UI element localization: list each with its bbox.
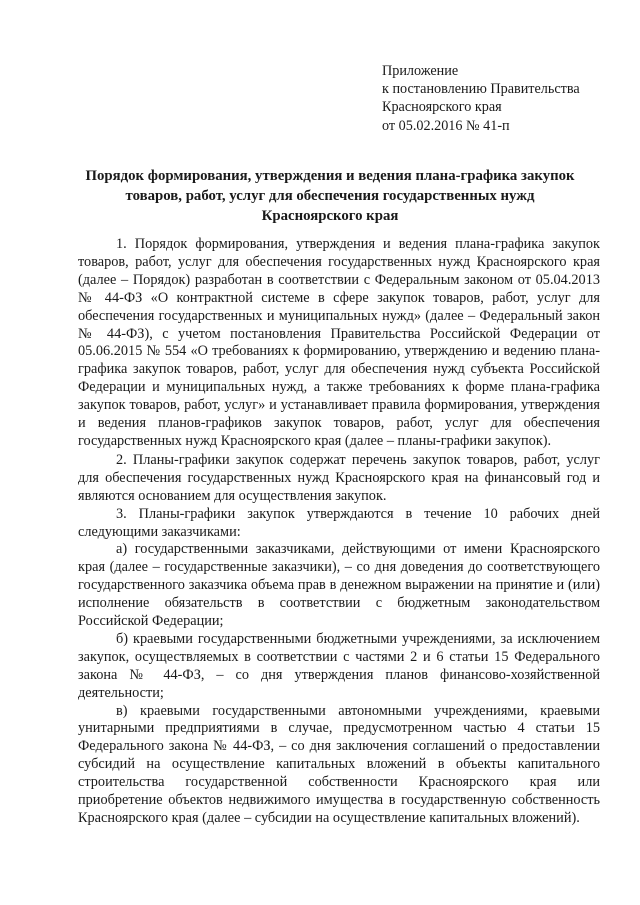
document-body: [78, 236, 600, 828]
paragraph-3: 3. Планы-графики закупок утверждаются в течение 10 рабочих дней следующими заказчиками:: [78, 505, 600, 540]
paragraph-1: 1. Порядок формирования, утверждения и ведения плана-графика закупок товаров, работ, услуг для обеспечения государственных нужд Красноярского края (далее – Порядок) разработан в соответствии с Федеральным законом от 05.04.2013 № 44-ФЗ «О контрактной системе в сфере закупок товаров, работ, услуг для обеспечения государственных и муниципальных нужд» (далее – Федеральный закон № 44-ФЗ), с учетом постановления Правительства Российской Федерации от 05.06.2015 № 554 «О требованиях к формированию, утверждению и ведению плана-графика закупок товаров, работ, услуг для обеспечения нужд субъекта Российской Федерации и муниципальных нужд, а также требованиях к форме плана-графика закупок товаров, работ, услуг» и устанавливает правила формирования, утверждения и ведения планов-графиков закупок товаров, работ, услуг для обеспечения государственных нужд Красноярского края (далее – планы-графики закупок).: [78, 236, 600, 449]
appendix-line: Приложение: [382, 63, 459, 79]
appendix-line: от 05.02.2016 № 41-п: [382, 117, 510, 134]
appendix-header: [382, 62, 632, 135]
appendix-line: Красноярского края: [382, 99, 502, 116]
title-line: товаров, работ, услуг для обеспечения государственных нужд: [125, 188, 535, 204]
appendix-line: к постановлению Правительства: [382, 81, 580, 98]
document-title: [60, 166, 600, 226]
title-line: Порядок формирования, утверждения и ведения плана-графика закупок: [85, 168, 575, 184]
paragraph-2: 2. Планы-графики закупок содержат перечень закупок товаров, работ, услуг для обеспечения государственных нужд Красноярского края на финансовый год и являются основанием для осуществления закупок.: [78, 451, 600, 504]
paragraph-3a: а) государственными заказчиками, действующими от имени Красноярского края (далее – государственные заказчики), – со дня доведения до соответствующего государственного заказчика объема прав в денежном выражении на принятие и (или) исполнение обязательств в соответствии с бюджетным законодательством Российской Федерации;: [78, 541, 600, 630]
paragraph-3c: в) краевыми государственными автономными учреждениями, краевыми унитарными предприятиями в случае, предусмотренном частью 4 статьи 15 Федерального закона № 44-ФЗ, – со дня заключения соглашений о предоставлении субсидий на осуществление капитальных вложений в объекты капитального строительства государственной собственности Красноярского края или приобретение объектов недвижимого имущества в государственную собственность Красноярского края (далее – субсидии на осуществление капитальных вложений).: [78, 702, 600, 826]
title-line: Красноярского края: [261, 208, 399, 224]
paragraph-3b: б) краевыми государственными бюджетными учреждениями, за исключением закупок, осуществляемых в соответствии с частями 2 и 6 статьи 15 Федерального закона № 44-ФЗ, – со дня утверждения планов финансово-хозяйственной деятельности;: [78, 630, 600, 701]
